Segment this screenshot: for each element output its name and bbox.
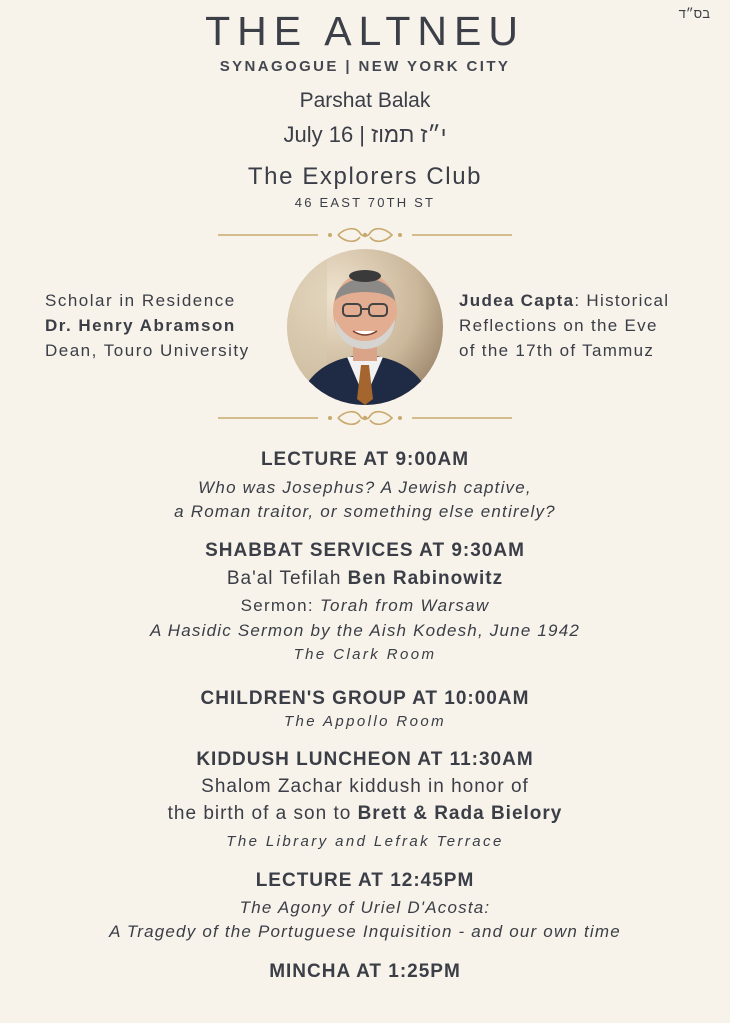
lecture-topic <box>459 288 724 363</box>
sermon-title <box>0 596 730 616</box>
mincha-heading: MINCHA AT 1:25PM <box>269 961 461 982</box>
topic-title-rest: : Historical <box>574 291 670 310</box>
ornament-divider-icon <box>218 224 512 246</box>
baal-tefilah-label: Ba'al Tefilah <box>226 568 348 589</box>
children-heading: CHILDREN'S GROUP AT 10:00AM <box>200 688 530 709</box>
lecture2-line-1: The Agony of Uriel D'Acosta: <box>239 898 491 917</box>
baal-tefilah <box>0 568 730 590</box>
lecture1-heading: LECTURE AT 9:00AM <box>260 449 470 470</box>
scholar-name: Dr. Henry Abramson <box>45 316 236 335</box>
scholar-affiliation: Dean, Touro University <box>45 341 250 360</box>
kiddush-heading: KIDDUSH LUNCHEON AT 11:30AM <box>196 749 534 770</box>
lecture2-heading: LECTURE AT 12:45PM <box>255 870 475 891</box>
services-heading: SHABBAT SERVICES AT 9:30AM <box>205 540 525 561</box>
sermon-prefix: Sermon: <box>240 596 320 615</box>
venue-name: The Explorers Club <box>247 163 483 190</box>
kiddush-line-1: Shalom Zachar kiddush in honor of <box>201 776 529 797</box>
kiddush-ampersand: & <box>406 803 435 824</box>
sermon-description: A Hasidic Sermon by the Aish Kodesh, June 1942 <box>149 621 581 640</box>
parsha-name: Parshat Balak <box>299 89 431 112</box>
kiddush-line-2-prefix: the birth of a son to <box>167 803 358 824</box>
scholar-portrait <box>287 249 443 405</box>
event-date: July 16 | י״ז תמוז <box>283 122 447 147</box>
baal-tefilah-name: Ben Rabinowitz <box>347 568 504 589</box>
kiddush-name-2: Rada Bielory <box>434 803 563 824</box>
lecture1-line-2: a Roman traitor, or something else entirely? <box>174 502 556 521</box>
synagogue-title: THE ALTNEU <box>205 8 525 54</box>
topic-title: Judea Capta <box>459 291 575 310</box>
synagogue-subtitle: SYNAGOGUE | NEW YORK CITY <box>219 58 511 75</box>
kiddush-line-2 <box>0 803 730 825</box>
services-room: The Clark Room <box>293 646 437 663</box>
scholar-info <box>45 288 290 363</box>
bsd-mark: בס״ד <box>678 6 710 21</box>
lecture1-line-1: Who was Josephus? A Jewish captive, <box>198 478 532 497</box>
lecture2-line-2: A Tragedy of the Portuguese Inquisition - and our own time <box>109 922 621 941</box>
sermon-name: Torah from Warsaw <box>319 596 490 615</box>
children-room: The Appollo Room <box>283 713 447 730</box>
kiddush-name-1: Brett <box>357 803 407 824</box>
topic-line-3: of the 17th of Tammuz <box>459 341 655 360</box>
kiddush-room: The Library and Lefrak Terrace <box>226 833 504 850</box>
ornament-divider-icon <box>218 407 512 429</box>
scholar-role: Scholar in Residence <box>45 291 236 310</box>
venue-address: 46 EAST 70TH ST <box>294 195 436 210</box>
topic-line-2: Reflections on the Eve <box>459 316 658 335</box>
